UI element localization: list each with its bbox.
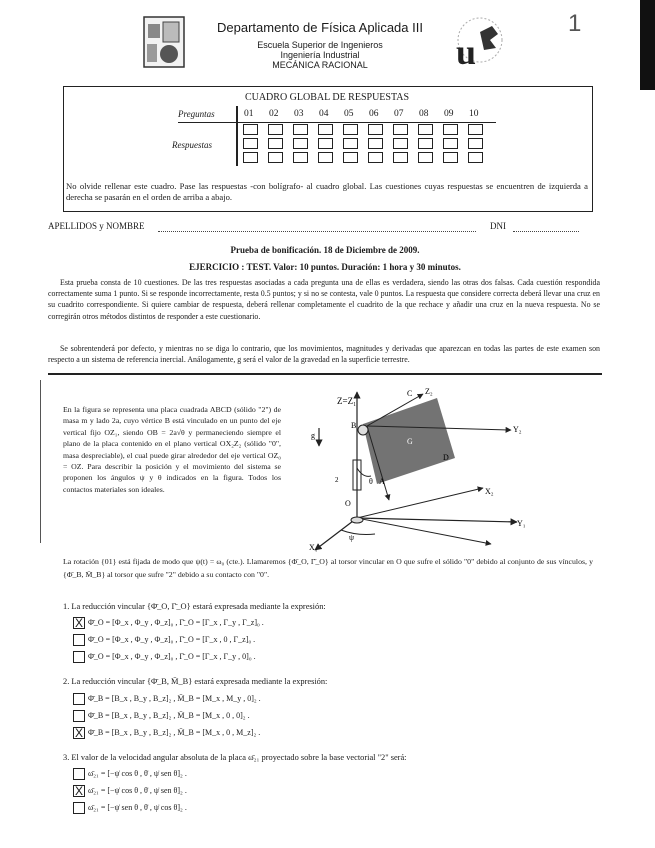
answer-cell[interactable]: [393, 124, 408, 135]
page-number: 1: [568, 10, 582, 37]
school-logo: [143, 16, 185, 68]
axis-y1: [357, 518, 517, 522]
q2-option-a-checkbox[interactable]: [73, 693, 85, 705]
answer-cell[interactable]: [243, 124, 258, 135]
answer-cell[interactable]: [393, 138, 408, 149]
q2-option-b-checkbox[interactable]: [73, 710, 85, 722]
answer-cell[interactable]: [468, 138, 483, 149]
answer-cell[interactable]: [393, 152, 408, 163]
q3-option-a: ω̄₂₁ = [−ψ̇ cos θ , θ̇ , ψ̇ sen θ]₂ .: [88, 769, 187, 778]
joint-o: [351, 517, 363, 523]
axis-y2-lower: [357, 488, 483, 518]
question-3-number: 3.: [63, 753, 70, 762]
problem-divider: [48, 373, 602, 375]
q1-option-b: Φ̄_O = [Φ_x , Φ_y , Φ_z]₀ , Γ̄_O = [Γ_x , 0 , Γ_z]₀ .: [88, 635, 256, 644]
question-1-number: 1.: [63, 602, 70, 611]
exam-title: Prueba de bonificación. 18 de Diciembre de 2009.: [230, 245, 420, 255]
problem-frame-left: [40, 380, 42, 543]
joint-b: [358, 425, 368, 435]
answer-table-note: No olvide rellenar este cuadro. Pase las respuestas -con bolígrafo- al cuadro global. Las cuestiones cuyas respuestas se encuentren de izquierda a derecha se pasarán en el orden de arriba a abajo.: [66, 181, 588, 203]
q3-option-b: ω̄₂₁ = [−ψ̇ cos θ , θ̇ , ψ̇ sen θ]₂ .: [88, 786, 187, 795]
q1-option-c-checkbox[interactable]: [73, 651, 85, 663]
q2-option-a: Φ̄_B = [B_x , B_y , B_z]₂ , M̄_B = [M_x , M_y , 0]₂ .: [88, 694, 261, 703]
question-number: 01: [244, 109, 254, 119]
question-3-text: El valor de la velocidad angular absoluta de la placa ω̄₂₁ proyectado sobre la base vectorial "2" será:: [71, 753, 407, 762]
exam-subtitle: EJERCICIO : TEST. Valor: 10 puntos. Duración: 1 hora y 30 minutos.: [189, 262, 461, 272]
answer-cell[interactable]: [268, 124, 283, 135]
question-1-text: La reducción vincular {Φ̄_O, Γ̄_O} estará expresada mediante la expresión:: [71, 602, 326, 611]
answer-cell[interactable]: [418, 138, 433, 149]
question-number: 02: [269, 109, 279, 119]
label-y2: Y₂: [513, 425, 522, 434]
psi-arc: [341, 530, 375, 535]
q1-option-c: Φ̄_O = [Φ_x , Φ_y , Φ_z]₀ , Γ̄_O = [Γ_x , Γ_y , 0]₀ .: [88, 652, 256, 661]
question-1: [63, 602, 326, 611]
answer-cell[interactable]: [268, 138, 283, 149]
q2-option-c-checkbox[interactable]: X: [74, 726, 83, 740]
question-number: 07: [394, 109, 404, 119]
mechanism-diagram: [305, 380, 595, 552]
university-logo: [450, 14, 510, 72]
problem-statement: En la figura se representa una placa cuadrada ABCD (sólido "2") de masa m y lado 2a, cuyo vértice B está vinculado en un punto del eje vertical fijo OZ₁, siendo OB = 2a√θ y permaneciendo siempre el plano de la placa contenido en el plano vertical OX₂Z₂ (sólido "0", masa despreciable), el cual puede girar alrededor del eje vertical OZ₀ = OZ. Para describir la posición y el movimiento del sistema se proponen los ángulos ψ y θ indicados en la figura. Todos los contactos materiales son ideales.: [63, 405, 281, 494]
label-y1: Y₁: [517, 519, 526, 528]
label-b: B: [351, 421, 357, 430]
q1-option-a: Φ̄_O = [Φ_x , Φ_y , Φ_z]₀ , Γ̄_O = [Γ_x , Γ_y , Γ_z]₀ .: [88, 618, 264, 627]
answer-cell[interactable]: [293, 124, 308, 135]
label-theta: θ: [369, 477, 373, 486]
q3-option-b-checkbox[interactable]: X: [74, 784, 83, 798]
answer-cell[interactable]: [318, 152, 333, 163]
question-2-number: 2.: [63, 677, 70, 686]
degree-name: Ingeniería Industrial: [280, 50, 360, 60]
answer-cell[interactable]: [443, 138, 458, 149]
answer-cell[interactable]: [368, 138, 383, 149]
label-x1: X₁: [309, 543, 318, 552]
label-o: O: [345, 499, 351, 508]
exam-assumptions: Se sobrentenderá por defecto, y mientras no se diga lo contrario, que los movimientos, magnitudes y derivadas que aparezcan en todas las partes de este examen son respecto a un sistema de referencia inercial. Análogamente, g será el valor de la gravedad en la superficie terrestre.: [48, 344, 600, 365]
label-g: G: [407, 437, 413, 446]
question-number: 08: [419, 109, 429, 119]
q2-option-b: Φ̄_B = [B_x , B_y , B_z]₂ , M̄_B = [M_x , 0 , 0]₂ .: [88, 711, 250, 720]
question-number: 09: [444, 109, 454, 119]
questions-row-label: Preguntas: [178, 109, 215, 119]
question-number: 10: [469, 109, 479, 119]
answer-grid: [243, 124, 495, 168]
answer-cell[interactable]: [443, 124, 458, 135]
label-d: D: [443, 453, 449, 462]
q1-option-a-checkbox[interactable]: X: [74, 616, 83, 630]
answer-cell[interactable]: [418, 124, 433, 135]
answer-cell[interactable]: [368, 152, 383, 163]
answer-cell[interactable]: [343, 124, 358, 135]
question-2: [63, 677, 327, 686]
question-3: [63, 753, 407, 762]
question-number: 03: [294, 109, 304, 119]
exam-instructions: Esta prueba consta de 10 cuestiones. De las tres respuestas asociadas a cada pregunta una de ellas es verdadera, siendo las otras dos falsas. Cada cuestión respondida correctamente suma 1 punto. Si se responde incorrectamente, resta 0.5 puntos; y si no se contesta, vale 0 puntos. La respuesta que considere correcta deberá llevar una cruz en su cuadrito correspondiente. Si quiere cambiar de respuesta, deberá rellenar completamente el cuadrito de la que rechace y añadir una cruz en la nueva respuesta. No se corregirán otros métodos distintos de responder a este cuestionario.: [48, 278, 600, 321]
answer-cell[interactable]: [293, 152, 308, 163]
theta-arc: [357, 468, 371, 476]
q3-option-c: ω̄₂₁ = [−ψ̇ sen θ , θ̇ , ψ̇ cos θ]₂ .: [88, 803, 187, 812]
answer-cell[interactable]: [468, 124, 483, 135]
question-number: 04: [319, 109, 329, 119]
name-label: APELLIDOS y NOMBRE: [48, 221, 145, 231]
answer-cell[interactable]: [268, 152, 283, 163]
question-number: 05: [344, 109, 354, 119]
problem-figure: [305, 380, 595, 552]
answer-cell[interactable]: [343, 138, 358, 149]
svg-text:u: u: [456, 32, 477, 72]
answer-cell[interactable]: [368, 124, 383, 135]
label-z: Z=Z₁: [337, 396, 357, 406]
q3-option-c-checkbox[interactable]: [73, 802, 85, 814]
name-field[interactable]: [158, 229, 476, 232]
label-solid-two: 2: [335, 476, 339, 484]
answer-cell[interactable]: [318, 138, 333, 149]
label-psi: ψ: [349, 533, 355, 542]
q2-option-c: Φ̄_B = [B_x , B_y , B_z]₂ , M̄_B = [M_x , 0 , M_z]₂ .: [88, 728, 261, 737]
label-gravity: g: [311, 431, 315, 440]
answer-cell[interactable]: [443, 152, 458, 163]
problem-continuation: La rotación {01} está fijada de modo que ψ(t) = ω₀ (cte.). Llamaremos {Φ̄_O, Γ̄_O} al torsor vincular en O que sufre el sólido "0" debido al conjunto de sus vínculos, y {Φ̄_B, M̄_B} al torsor que sufre "2" debido a su contacto con "0".: [63, 557, 593, 579]
question-number: 06: [369, 109, 379, 119]
answer-cell[interactable]: [318, 124, 333, 135]
answer-cell[interactable]: [343, 152, 358, 163]
axis-x2: [357, 518, 491, 544]
department-title: Departamento de Física Aplicada III: [217, 20, 423, 35]
table-rule: [178, 122, 496, 123]
question-2-text: La reducción vincular {Φ̄_B, M̄_B} estará expresada mediante la expresión:: [71, 677, 328, 686]
answer-cell[interactable]: [293, 138, 308, 149]
dni-field[interactable]: [513, 229, 579, 232]
label-z2: Z₂: [425, 387, 433, 396]
answers-row-label: Respuestas: [172, 140, 212, 150]
answer-cell[interactable]: [468, 152, 483, 163]
q3-option-a-checkbox[interactable]: [73, 768, 85, 780]
label-x2: X₂: [485, 487, 494, 496]
label-a: A: [379, 477, 385, 486]
answer-cell[interactable]: [418, 152, 433, 163]
q1-option-b-checkbox[interactable]: [73, 634, 85, 646]
school-name: Escuela Superior de Ingenieros: [257, 40, 383, 50]
answer-cell[interactable]: [243, 152, 258, 163]
dni-label: DNI: [490, 221, 506, 231]
answer-cell[interactable]: [243, 138, 258, 149]
subject-name: MECÁNICA RACIONAL: [272, 60, 368, 70]
answer-table-title: CUADRO GLOBAL DE RESPUESTAS: [244, 92, 410, 103]
label-c: C: [407, 389, 413, 398]
table-separator: [236, 106, 239, 166]
page-edge-mark: [640, 0, 655, 90]
question-numbers: [244, 109, 494, 121]
